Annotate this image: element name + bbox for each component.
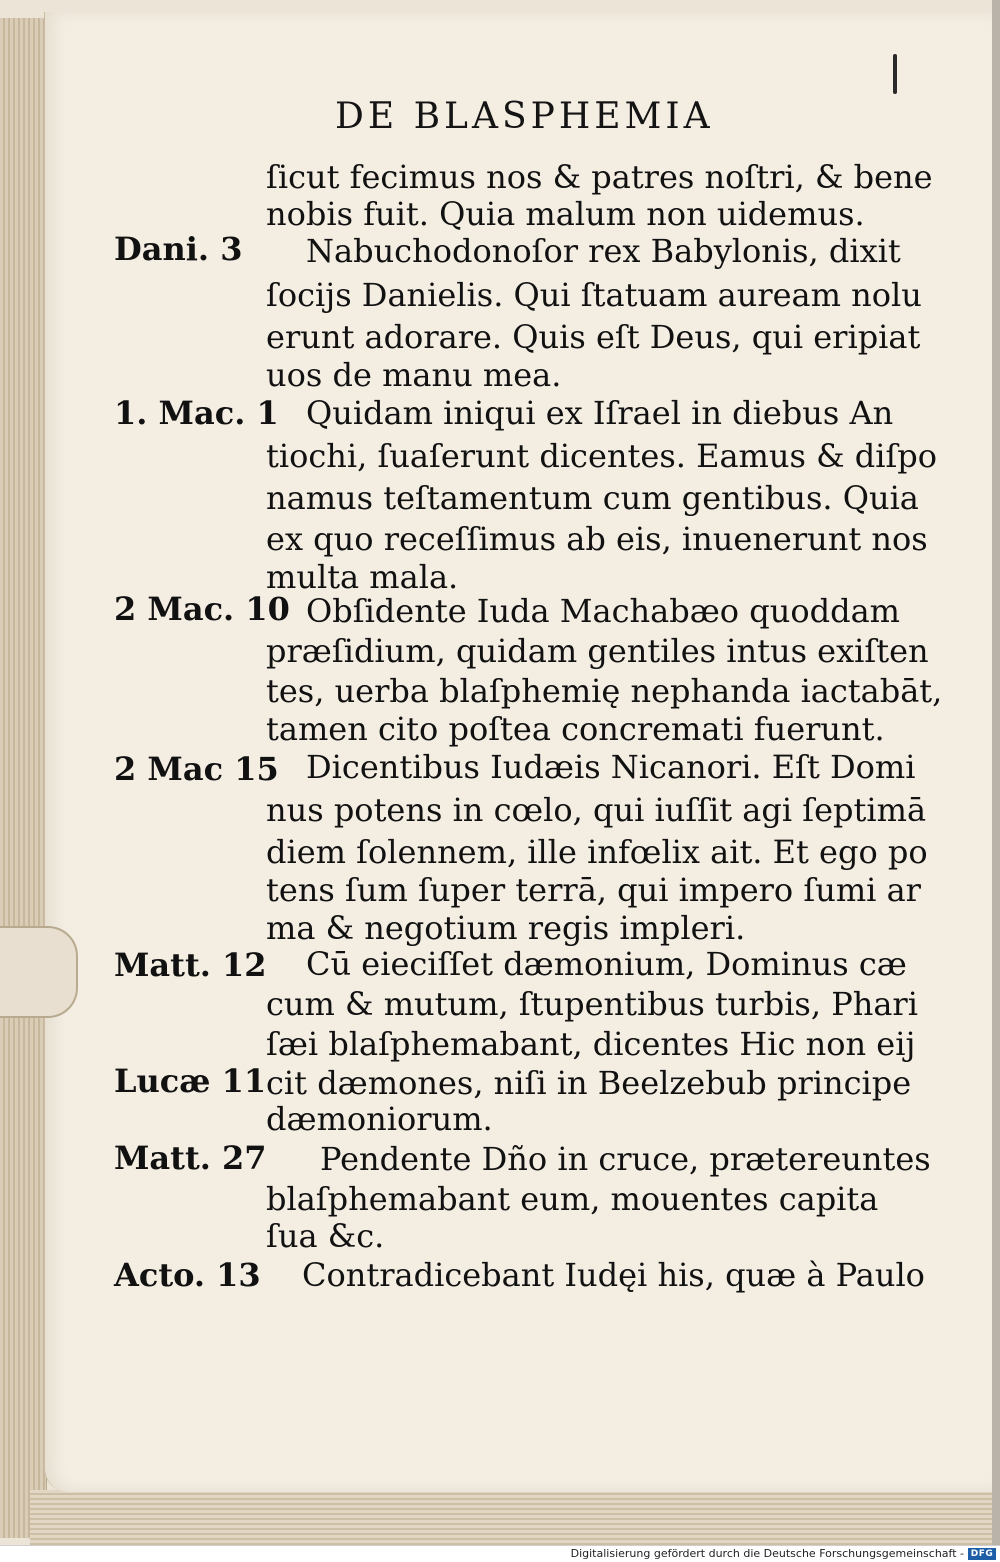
margin-reference: 2 Mac 15: [114, 750, 279, 788]
text-line: Nabuchodonoſor rex Babylonis, dixit: [306, 232, 901, 270]
text-line: ex quo receſſimus ab eis, inuenerunt nos: [266, 520, 928, 558]
funding-credit: Digitalisierung gefördert durch die Deutsche Forschungsgemeinschaft -: [570, 1547, 964, 1560]
text-line: ma & negotium regis impleri.: [266, 909, 746, 947]
text-line: Pendente Dño in cruce, prætereuntes: [320, 1140, 931, 1178]
dfg-logo: DFG: [968, 1548, 996, 1560]
page-number-mark: [893, 54, 897, 94]
text-line: tamen cito poſtea concremati fuerunt.: [266, 710, 885, 748]
digitization-footer: [0, 1545, 1000, 1562]
book-page-edges: [0, 18, 47, 1538]
text-line: ſicut fecimus nos & patres noſtri, & bene: [266, 158, 933, 196]
text-line: tiochi, ſuaſerunt dicentes. Eamus & diſpo: [266, 437, 938, 475]
text-line: cit dæmones, niſi in Beelzebub principe: [266, 1064, 912, 1102]
text-line: præſidium, quidam gentiles intus exiſten: [266, 632, 929, 670]
margin-reference: 1. Mac. 1: [114, 394, 279, 432]
text-line: diem ſolennem, ille infœlix ait. Et ego po: [266, 833, 928, 871]
text-line: tens ſum ſuper terrā, qui impero ſumi ar: [266, 871, 921, 909]
text-line: erunt adorare. Quis eſt Deus, qui eripiat: [266, 318, 921, 356]
text-line: Contradicebant Iudęi his, quæ à Paulo: [302, 1256, 925, 1294]
text-line: Cū eieciſſet dæmonium, Dominus cæ: [306, 945, 907, 983]
text-line: tes, uerba blaſphemię nephanda iactabāt,: [266, 672, 943, 710]
text-line: namus teſtamentum cum gentibus. Quia: [266, 479, 919, 517]
text-line: ſæi blaſphemabant, dicentes Hic non eij: [266, 1025, 916, 1063]
page-clip-tab: [0, 926, 78, 1018]
text-line: Quidam iniqui ex Iſrael in diebus An: [306, 394, 894, 432]
margin-reference: Lucæ 11: [114, 1062, 267, 1100]
text-line: cum & mutum, ſtupentibus turbis, Phari: [266, 985, 918, 1023]
text-line: Obſidente Iuda Machabæo quoddam: [306, 592, 900, 630]
margin-reference: Acto. 13: [114, 1256, 261, 1294]
text-line: dæmoniorum.: [266, 1100, 493, 1138]
text-line: Dicentibus Iudæis Nicanori. Eſt Domi: [306, 748, 916, 786]
text-line: ſua &c.: [266, 1217, 385, 1255]
text-line: ſocijs Danielis. Qui ſtatuam auream nolu: [266, 276, 922, 314]
text-line: uos de manu mea.: [266, 356, 562, 394]
text-line: multa mala.: [266, 558, 459, 596]
margin-reference: Matt. 12: [114, 946, 267, 984]
margin-reference: 2 Mac. 10: [114, 590, 290, 628]
margin-reference: Dani. 3: [114, 230, 243, 268]
running-head: DE BLASPHEMIA: [335, 96, 714, 137]
text-line: blaſphemabant eum, mouentes capita: [266, 1180, 879, 1218]
text-line: nobis fuit. Quia malum non uidemus.: [266, 195, 865, 233]
text-line: nus potens in cœlo, qui iuſſit agi ſeptimā: [266, 791, 927, 829]
margin-reference: Matt. 27: [114, 1139, 267, 1177]
scan-right-border: [992, 0, 1000, 1545]
book-bottom-edges: [30, 1490, 1000, 1545]
